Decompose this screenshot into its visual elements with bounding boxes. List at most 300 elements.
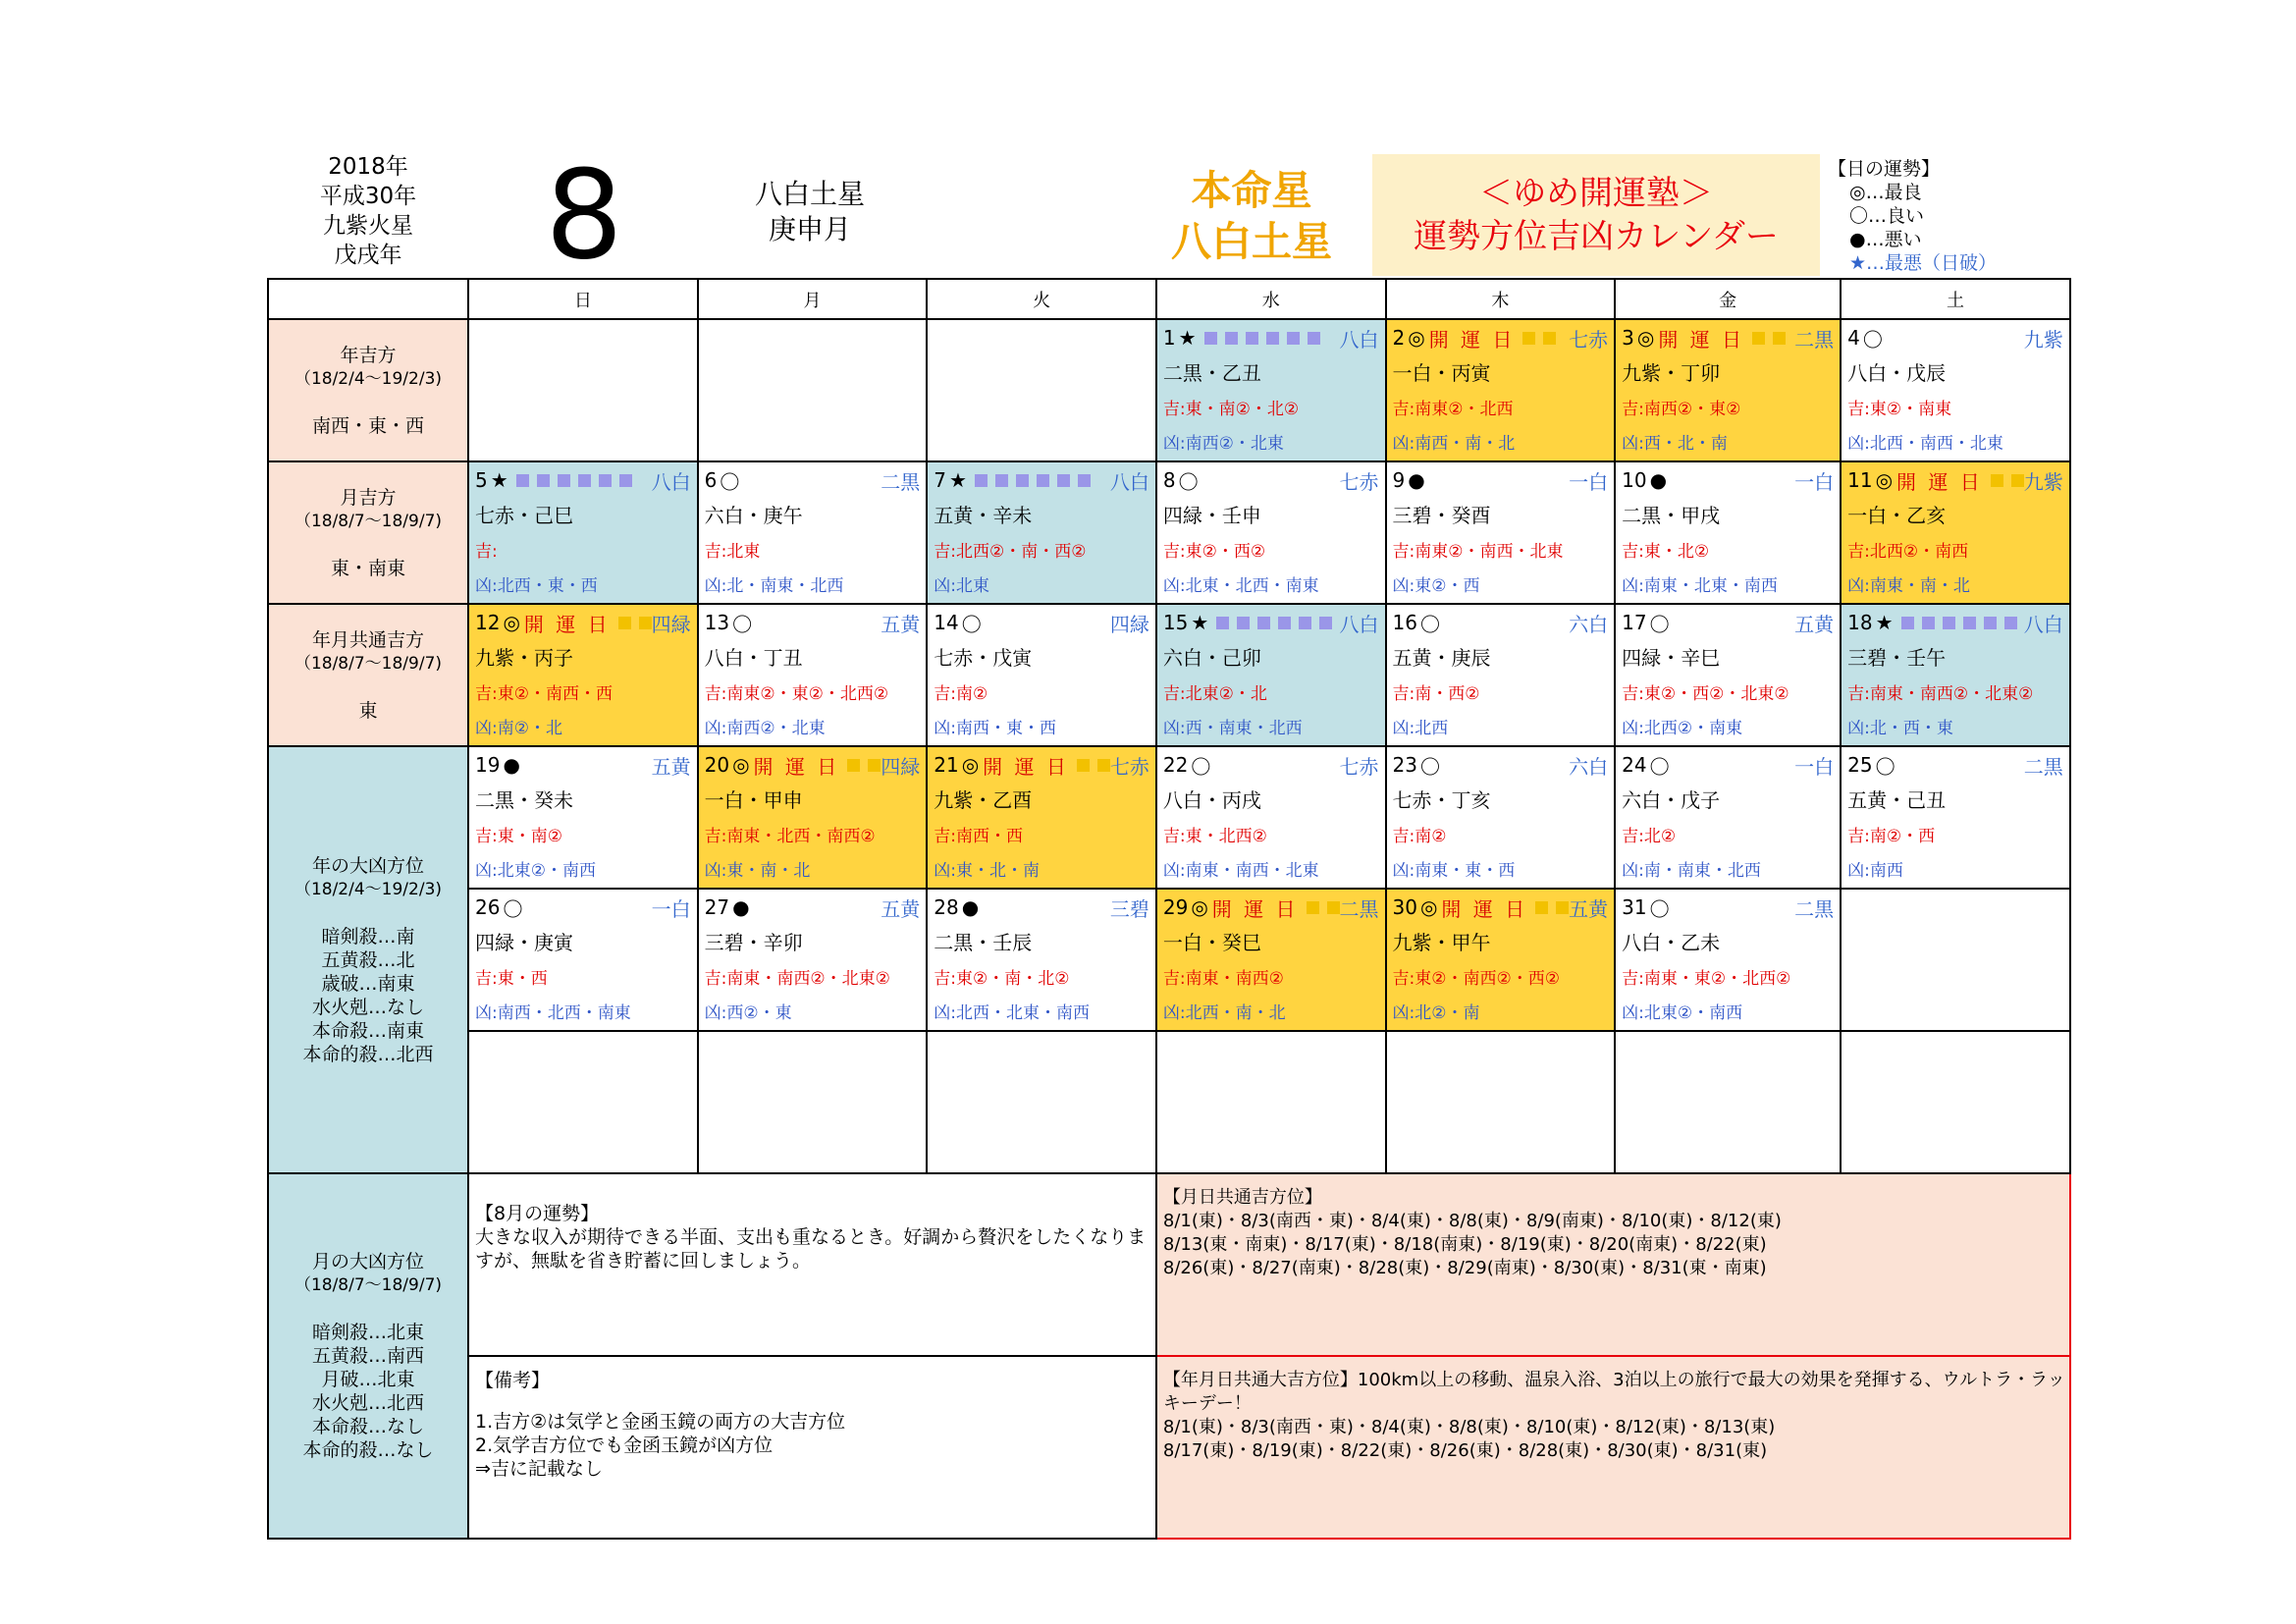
day-lucky-dirs: 吉:南東・南西②	[1162, 969, 1284, 989]
purple-square-icon	[1287, 332, 1300, 345]
day-kanshi: 三碧・癸酉	[1392, 504, 1491, 527]
day-cell[interactable]	[1156, 319, 1386, 461]
month-bad-panel	[268, 1173, 468, 1539]
panel-item: 本命的殺…なし	[302, 1439, 434, 1461]
banner-line: ＜ゆめ開運塾＞	[1479, 174, 1713, 213]
day-unlucky-dirs: 凶:北西・南・北	[1162, 1003, 1286, 1023]
fortune-mark: ●	[732, 895, 750, 919]
fortune-mark: ◎	[732, 753, 750, 777]
day-lucky-dirs: 吉:東・南②	[475, 827, 562, 846]
day-cell[interactable]	[1841, 461, 2070, 604]
day-cell-empty	[1841, 889, 2070, 1031]
legend-title: 【日の運勢】	[1828, 158, 1941, 180]
day-star: 四緑	[651, 612, 691, 636]
day-cell[interactable]	[1615, 604, 1841, 746]
day-header	[1842, 462, 2069, 498]
weekday-tue: 火	[927, 279, 1156, 319]
purple-square-icon	[2004, 617, 2017, 629]
calendar-grid	[267, 278, 2071, 1540]
purple-square-icon	[619, 474, 632, 487]
panel-title: 年月共通吉方	[311, 628, 424, 651]
fortune-mark: 〇	[1875, 754, 1896, 779]
day-star: 八白	[2023, 612, 2063, 636]
day-number: 2	[1392, 326, 1406, 350]
fortune-mark: 〇	[720, 469, 740, 494]
day-cell[interactable]	[1841, 604, 2070, 746]
panel-range: （18/8/7～18/9/7)	[294, 1275, 443, 1295]
day-kanshi: 四緑・壬申	[1162, 504, 1261, 527]
week-row	[268, 461, 2070, 604]
panel-title: 年吉方	[340, 344, 397, 366]
day-lucky-dirs: 吉:南②・西	[1847, 827, 1936, 846]
day-number: 27	[704, 895, 730, 919]
legend-item: 〇…良い	[1849, 205, 1925, 227]
purple-square-icon	[995, 474, 1008, 487]
year-line: 平成30年	[319, 184, 417, 209]
day-cell-empty	[927, 319, 1156, 461]
day-number: 16	[1392, 611, 1417, 634]
kaiun-label: 開 運 日	[1441, 896, 1528, 921]
day-star: 一白	[1569, 469, 1609, 494]
day-star: 五黄	[881, 612, 921, 636]
day-number: 20	[704, 753, 730, 777]
day-kanshi: 七赤・丁亥	[1392, 788, 1491, 812]
day-cell-empty	[927, 1031, 1156, 1173]
purple-square-icon	[599, 474, 612, 487]
fortune-legend	[1828, 157, 2014, 275]
day-cell[interactable]	[1156, 889, 1386, 1031]
day-cell[interactable]	[1841, 319, 2070, 461]
fortune-mark: 〇	[1419, 612, 1440, 636]
day-number: 18	[1847, 611, 1873, 634]
gold-square-icon	[847, 759, 860, 772]
day-number: 8	[1162, 468, 1176, 492]
day-cell[interactable]	[468, 889, 698, 1031]
honmei-line: 八白土星	[1171, 218, 1332, 265]
panel-range: （18/8/7～18/9/7)	[294, 653, 443, 674]
purple-square-icon	[975, 474, 988, 487]
day-lucky-dirs: 吉:南西②・東②	[1622, 400, 1741, 419]
kaiun-label: 開 運 日	[983, 754, 1069, 779]
fortune-mark: ●	[1408, 468, 1425, 492]
day-lucky-dirs: 吉:南・西②	[1392, 684, 1480, 704]
fortune-mark: 〇	[1862, 327, 1883, 352]
fortune-mark: 〇	[732, 612, 753, 636]
note-title: 【月日共通吉方位】	[1162, 1187, 1322, 1208]
fortune-mark: ●	[1649, 468, 1668, 492]
honmei-star	[1139, 165, 1364, 267]
day-number: 28	[934, 895, 959, 919]
day-cell[interactable]	[1615, 319, 1841, 461]
day-number: 10	[1622, 468, 1647, 492]
day-unlucky-dirs: 凶:南西	[1847, 861, 1903, 881]
day-header	[469, 747, 697, 783]
day-header	[1616, 890, 1840, 925]
day-unlucky-dirs: 凶:南西・東・西	[934, 719, 1056, 738]
panel-item: 本命殺…南東	[311, 1019, 424, 1042]
day-header	[1387, 747, 1615, 783]
day-unlucky-dirs: 凶:南東・東・西	[1392, 861, 1516, 881]
day-header	[1842, 605, 2069, 640]
purple-square-icon	[1299, 617, 1311, 629]
day-lucky-dirs: 吉:南東・南西②・北東②	[1847, 684, 2034, 704]
fortune-mark: ◎	[503, 611, 520, 634]
day-cell[interactable]	[1386, 461, 1616, 604]
day-star: 八白	[1339, 612, 1379, 636]
day-cell[interactable]	[1386, 889, 1616, 1031]
day-header	[1387, 890, 1615, 925]
panel-item: 暗剣殺…南	[321, 925, 415, 947]
day-kanshi: 二黒・癸未	[475, 788, 573, 812]
day-number: 7	[934, 468, 946, 492]
day-number: 5	[475, 468, 488, 492]
day-lucky-dirs: 吉:南東・東②・北西②	[1622, 969, 1791, 989]
day-star: 七赤	[1339, 754, 1379, 779]
fortune-mark: ★	[1178, 326, 1197, 350]
panel-range: （18/2/4～19/2/3)	[294, 879, 443, 899]
day-kanshi: 四緑・辛巳	[1622, 646, 1721, 670]
day-number: 21	[934, 753, 959, 777]
day-header	[699, 462, 927, 498]
day-number: 6	[704, 468, 718, 492]
day-kanshi: 五黄・辛未	[934, 504, 1033, 527]
day-cell-empty	[698, 1031, 928, 1173]
day-lucky-dirs: 吉:南東②・北西	[1392, 400, 1514, 419]
purple-square-icon	[1057, 474, 1070, 487]
day-cell[interactable]	[698, 461, 928, 604]
purple-square-icon	[1319, 617, 1332, 629]
day-cell[interactable]	[1156, 461, 1386, 604]
purple-square-icon	[1225, 332, 1238, 345]
day-cell-empty	[1841, 1031, 2070, 1173]
day-lucky-dirs: 吉:東②・南西・西	[475, 684, 613, 704]
weekday-mon: 月	[698, 279, 928, 319]
day-kanshi: 一白・丙寅	[1392, 361, 1491, 385]
day-kanshi: 三碧・壬午	[1847, 646, 1947, 670]
day-header	[1387, 605, 1615, 640]
note-title: 【年月日共通大吉方位】100km以上の移動、温泉入浴、3泊以上の旅行で最大の効果を発揮する、ウルトラ・ラッキーデー！	[1162, 1370, 2065, 1414]
week-row	[268, 746, 2070, 889]
day-star: 六白	[1569, 612, 1609, 636]
day-kanshi: 八白・戊辰	[1847, 361, 1947, 385]
purple-square-icon	[578, 474, 591, 487]
day-lucky-dirs: 吉:東②・西②	[1162, 542, 1266, 562]
kaiun-label: 開 運 日	[1896, 469, 1983, 494]
kaiun-label: 開 運 日	[1211, 896, 1299, 921]
purple-square-icon	[1278, 617, 1291, 629]
gold-square-icon	[1752, 332, 1765, 345]
weekday-row	[268, 279, 2070, 319]
day-header	[699, 747, 927, 783]
gold-square-icon	[1991, 474, 2003, 487]
day-star: 一白	[651, 896, 691, 921]
day-header	[1842, 320, 2069, 355]
day-cell[interactable]	[1615, 461, 1841, 604]
purple-square-icon	[558, 474, 570, 487]
note-line: 8/1(東)・8/3(南西・東)・8/4(東)・8/8(東)・8/9(南東)・8/10(東)・8/12(東)	[1162, 1211, 1782, 1231]
day-unlucky-dirs: 凶:南東・北東・南西	[1622, 576, 1778, 596]
day-header	[1157, 890, 1385, 925]
panel-item: 本命的殺…北西	[302, 1043, 434, 1065]
gold-square-icon	[1556, 901, 1569, 914]
day-cell-empty	[1386, 1031, 1616, 1173]
day-kanshi: 二黒・甲戌	[1622, 504, 1721, 527]
month-number: 8	[545, 144, 623, 287]
day-unlucky-dirs: 凶:南東・南西・北東	[1162, 861, 1319, 881]
day-cell[interactable]	[927, 604, 1156, 746]
day-cell-empty	[468, 1031, 698, 1173]
panel-range: （18/2/4～19/2/3)	[294, 368, 443, 389]
weekday-wed: 水	[1156, 279, 1386, 319]
day-number: 3	[1622, 326, 1634, 350]
gold-square-icon	[1773, 332, 1786, 345]
year-info	[294, 152, 442, 270]
purple-square-icon	[537, 474, 550, 487]
fortune-mark: ◎	[1875, 468, 1894, 492]
day-unlucky-dirs: 凶:北・西・東	[1847, 719, 1953, 738]
purple-square-icon	[1204, 332, 1217, 345]
note-line: ⇒吉に記載なし	[475, 1458, 603, 1480]
panel-item: 五黄殺…南西	[311, 1345, 424, 1367]
gold-square-icon	[1543, 332, 1556, 345]
day-unlucky-dirs: 凶:西・南東・北西	[1162, 719, 1303, 738]
day-star: 六白	[1569, 754, 1609, 779]
fortune-mark: 〇	[1191, 754, 1211, 779]
purple-square-icon	[516, 474, 529, 487]
panel-item: 水火剋…北西	[311, 1392, 424, 1414]
day-lucky-dirs: 吉:東②・南西②・西②	[1392, 969, 1560, 989]
panel-dirs: 東	[358, 699, 378, 722]
purple-square-icon	[1237, 617, 1250, 629]
legend-item: ●…悪い	[1849, 229, 1922, 250]
day-lucky-dirs: 吉:北②	[1622, 827, 1677, 846]
day-cell[interactable]	[927, 461, 1156, 604]
day-unlucky-dirs: 凶:南西・北西・南東	[475, 1003, 631, 1023]
fortune-mark: ★	[1875, 611, 1894, 634]
notes-row	[268, 1356, 2070, 1539]
day-number: 15	[1162, 611, 1189, 634]
fortune-mark: ◎	[961, 753, 980, 777]
day-lucky-dirs: 吉:	[475, 542, 498, 562]
fortune-mark: 〇	[1649, 612, 1670, 636]
day-unlucky-dirs: 凶:北西・北東・南西	[934, 1003, 1090, 1023]
day-cell[interactable]	[1841, 746, 2070, 889]
gold-square-icon	[639, 617, 652, 629]
panel-item: 月破…北東	[321, 1369, 415, 1390]
day-lucky-dirs: 吉:南②	[1392, 827, 1447, 846]
day-cell[interactable]	[468, 604, 698, 746]
day-unlucky-dirs: 凶:東・北・南	[934, 861, 1040, 881]
gold-square-icon	[2011, 474, 2024, 487]
day-star: 二黒	[881, 469, 921, 494]
day-number: 25	[1847, 753, 1873, 777]
day-lucky-dirs: 吉:東②・南東	[1847, 400, 1952, 419]
day-header	[1157, 462, 1385, 498]
day-cell[interactable]	[1615, 889, 1841, 1031]
fortune-mark: 〇	[1649, 896, 1670, 921]
day-unlucky-dirs: 凶:北東	[934, 576, 989, 596]
weekday-fri: 金	[1615, 279, 1841, 319]
day-star: 二黒	[1794, 896, 1835, 921]
day-unlucky-dirs: 凶:東②・西	[1392, 576, 1480, 596]
day-kanshi: 五黄・己丑	[1847, 788, 1947, 812]
day-kanshi: 一白・甲申	[704, 788, 803, 812]
day-star: 八白	[1109, 469, 1149, 494]
day-star: 七赤	[1339, 469, 1379, 494]
day-number: 4	[1847, 326, 1860, 350]
kaiun-label: 開 運 日	[523, 612, 611, 636]
day-cell[interactable]	[1386, 604, 1616, 746]
gold-square-icon	[868, 759, 881, 772]
fortune-mark: ◎	[1419, 895, 1438, 919]
year-bad-panel	[268, 746, 468, 1173]
gold-square-icon	[1307, 901, 1319, 914]
year-line: 九紫火星	[323, 213, 413, 239]
day-header	[1616, 462, 1840, 498]
day-cell[interactable]	[1156, 746, 1386, 889]
biko-note	[468, 1356, 1156, 1539]
day-number: 19	[475, 753, 501, 777]
fortune-mark: ◎	[1636, 326, 1655, 350]
gold-square-icon	[1327, 901, 1340, 914]
fortune-mark: 〇	[1419, 754, 1440, 779]
day-header	[1616, 320, 1840, 355]
day-header	[928, 462, 1155, 498]
purple-square-icon	[1246, 332, 1258, 345]
day-lucky-dirs: 吉:東②・南・北②	[934, 969, 1070, 989]
day-unlucky-dirs: 凶:北西・東・西	[475, 576, 598, 596]
gold-square-icon	[1535, 901, 1548, 914]
day-kanshi: 一白・乙亥	[1847, 504, 1947, 527]
panel-item: 歳破…南東	[321, 972, 415, 995]
week-row	[268, 319, 2070, 461]
fortune-mark: ★	[490, 468, 508, 492]
fortune-mark: 〇	[961, 612, 982, 636]
gold-square-icon	[1097, 759, 1110, 772]
day-star: 九紫	[2023, 327, 2063, 352]
day-star: 五黄	[1569, 896, 1609, 921]
gold-square-icon	[1522, 332, 1535, 345]
day-star: 五黄	[651, 754, 691, 779]
purple-square-icon	[1216, 617, 1229, 629]
day-header	[928, 747, 1155, 783]
day-kanshi: 四緑・庚寅	[475, 931, 573, 954]
day-kanshi: 六白・戊子	[1622, 788, 1721, 812]
note-line: 2.気学吉方位でも金函玉鏡が凶方位	[475, 1435, 774, 1456]
fortune-mark: 〇	[1178, 469, 1199, 494]
day-header	[1616, 747, 1840, 783]
day-lucky-dirs: 吉:東・西	[475, 969, 548, 989]
day-lucky-dirs: 吉:北西②・南西	[1847, 542, 1969, 562]
day-star: 五黄	[881, 896, 921, 921]
fortune-mark: ●	[503, 753, 520, 777]
gold-square-icon	[618, 617, 631, 629]
purple-square-icon	[1016, 474, 1029, 487]
panel-item: 暗剣殺…北東	[311, 1322, 424, 1343]
day-unlucky-dirs: 凶:北②・南	[1392, 1003, 1480, 1023]
day-kanshi: 八白・丁丑	[704, 646, 803, 670]
day-number: 22	[1162, 753, 1189, 777]
day-cell[interactable]	[1156, 604, 1386, 746]
purple-square-icon	[1308, 332, 1320, 345]
day-cell[interactable]	[927, 746, 1156, 889]
purple-square-icon	[1037, 474, 1049, 487]
day-number: 13	[704, 611, 730, 634]
day-star: 一白	[1794, 754, 1835, 779]
day-number: 17	[1622, 611, 1647, 634]
purple-square-icon	[1943, 617, 1955, 629]
panel-item: 本命殺…なし	[311, 1416, 424, 1437]
day-lucky-dirs: 吉:南東・北西・南西②	[704, 827, 876, 846]
day-header	[1387, 462, 1615, 498]
day-number: 24	[1622, 753, 1647, 777]
weekday-sat: 土	[1841, 279, 2070, 319]
day-cell[interactable]	[927, 889, 1156, 1031]
month-star-line: 庚申月	[768, 213, 851, 245]
common-luck-panel	[268, 604, 468, 746]
day-cell[interactable]	[698, 889, 928, 1031]
note-line: 1.吉方②は気学と金函玉鏡の両方の大吉方位	[475, 1411, 846, 1433]
day-cell[interactable]	[698, 746, 928, 889]
day-unlucky-dirs: 凶:南西②・北東	[704, 719, 826, 738]
day-cell[interactable]	[1615, 746, 1841, 889]
note-line: 8/1(東)・8/3(南西・東)・8/4(東)・8/8(東)・8/10(東)・8/12(東)・8/13(東)	[1162, 1417, 1776, 1437]
day-header	[1842, 747, 2069, 783]
day-kanshi: 三碧・辛卯	[704, 931, 803, 954]
day-kanshi: 七赤・己巳	[475, 504, 573, 527]
day-header	[699, 890, 927, 925]
week-row	[268, 604, 2070, 746]
day-cell[interactable]	[1386, 319, 1616, 461]
day-number: 14	[934, 611, 959, 634]
day-star: 二黒	[1794, 327, 1835, 352]
day-unlucky-dirs: 凶:北東・北西・南東	[1162, 576, 1319, 596]
panel-title: 月の大凶方位	[311, 1251, 424, 1272]
day-lucky-dirs: 吉:北東	[704, 542, 761, 562]
day-number: 26	[475, 895, 501, 919]
kaiun-label: 開 運 日	[1658, 327, 1745, 352]
day-cell[interactable]	[468, 746, 698, 889]
purple-square-icon	[1901, 617, 1914, 629]
day-unlucky-dirs: 凶:東・南・北	[704, 861, 811, 881]
day-number: 29	[1162, 895, 1189, 919]
day-unlucky-dirs: 凶:南西・南・北	[1392, 434, 1516, 454]
day-lucky-dirs: 吉:東・南②・北②	[1162, 400, 1300, 419]
month-star	[721, 177, 898, 247]
day-number: 1	[1162, 326, 1176, 350]
day-kanshi: 八白・丙戌	[1162, 788, 1261, 812]
day-cell-empty	[698, 319, 928, 461]
weekday-blank	[268, 279, 468, 319]
note-title: 【8月の運勢】	[475, 1203, 600, 1224]
day-header	[928, 890, 1155, 925]
day-cell-empty	[1156, 1031, 1386, 1173]
day-cell[interactable]	[698, 604, 928, 746]
day-cell[interactable]	[468, 461, 698, 604]
day-lucky-dirs: 吉:南西・西	[934, 827, 1023, 846]
day-lucky-dirs: 吉:南東②・東②・北西②	[704, 684, 889, 704]
month-star-line: 八白土星	[754, 178, 865, 210]
day-cell[interactable]	[1386, 746, 1616, 889]
day-lucky-dirs: 吉:北東②・北	[1162, 684, 1267, 704]
week-row	[268, 889, 2070, 1031]
note-line: 8/17(東)・8/19(東)・8/22(東)・8/26(東)・8/28(東)・8/30(東)・8/31(東)	[1162, 1440, 1768, 1461]
panel-dirs: 東・南東	[330, 557, 405, 579]
fortune-mark: ★	[948, 468, 967, 492]
day-unlucky-dirs: 凶:南東・南・北	[1847, 576, 1970, 596]
day-kanshi: 五黄・庚辰	[1392, 646, 1491, 670]
day-unlucky-dirs: 凶:北西	[1392, 719, 1449, 738]
